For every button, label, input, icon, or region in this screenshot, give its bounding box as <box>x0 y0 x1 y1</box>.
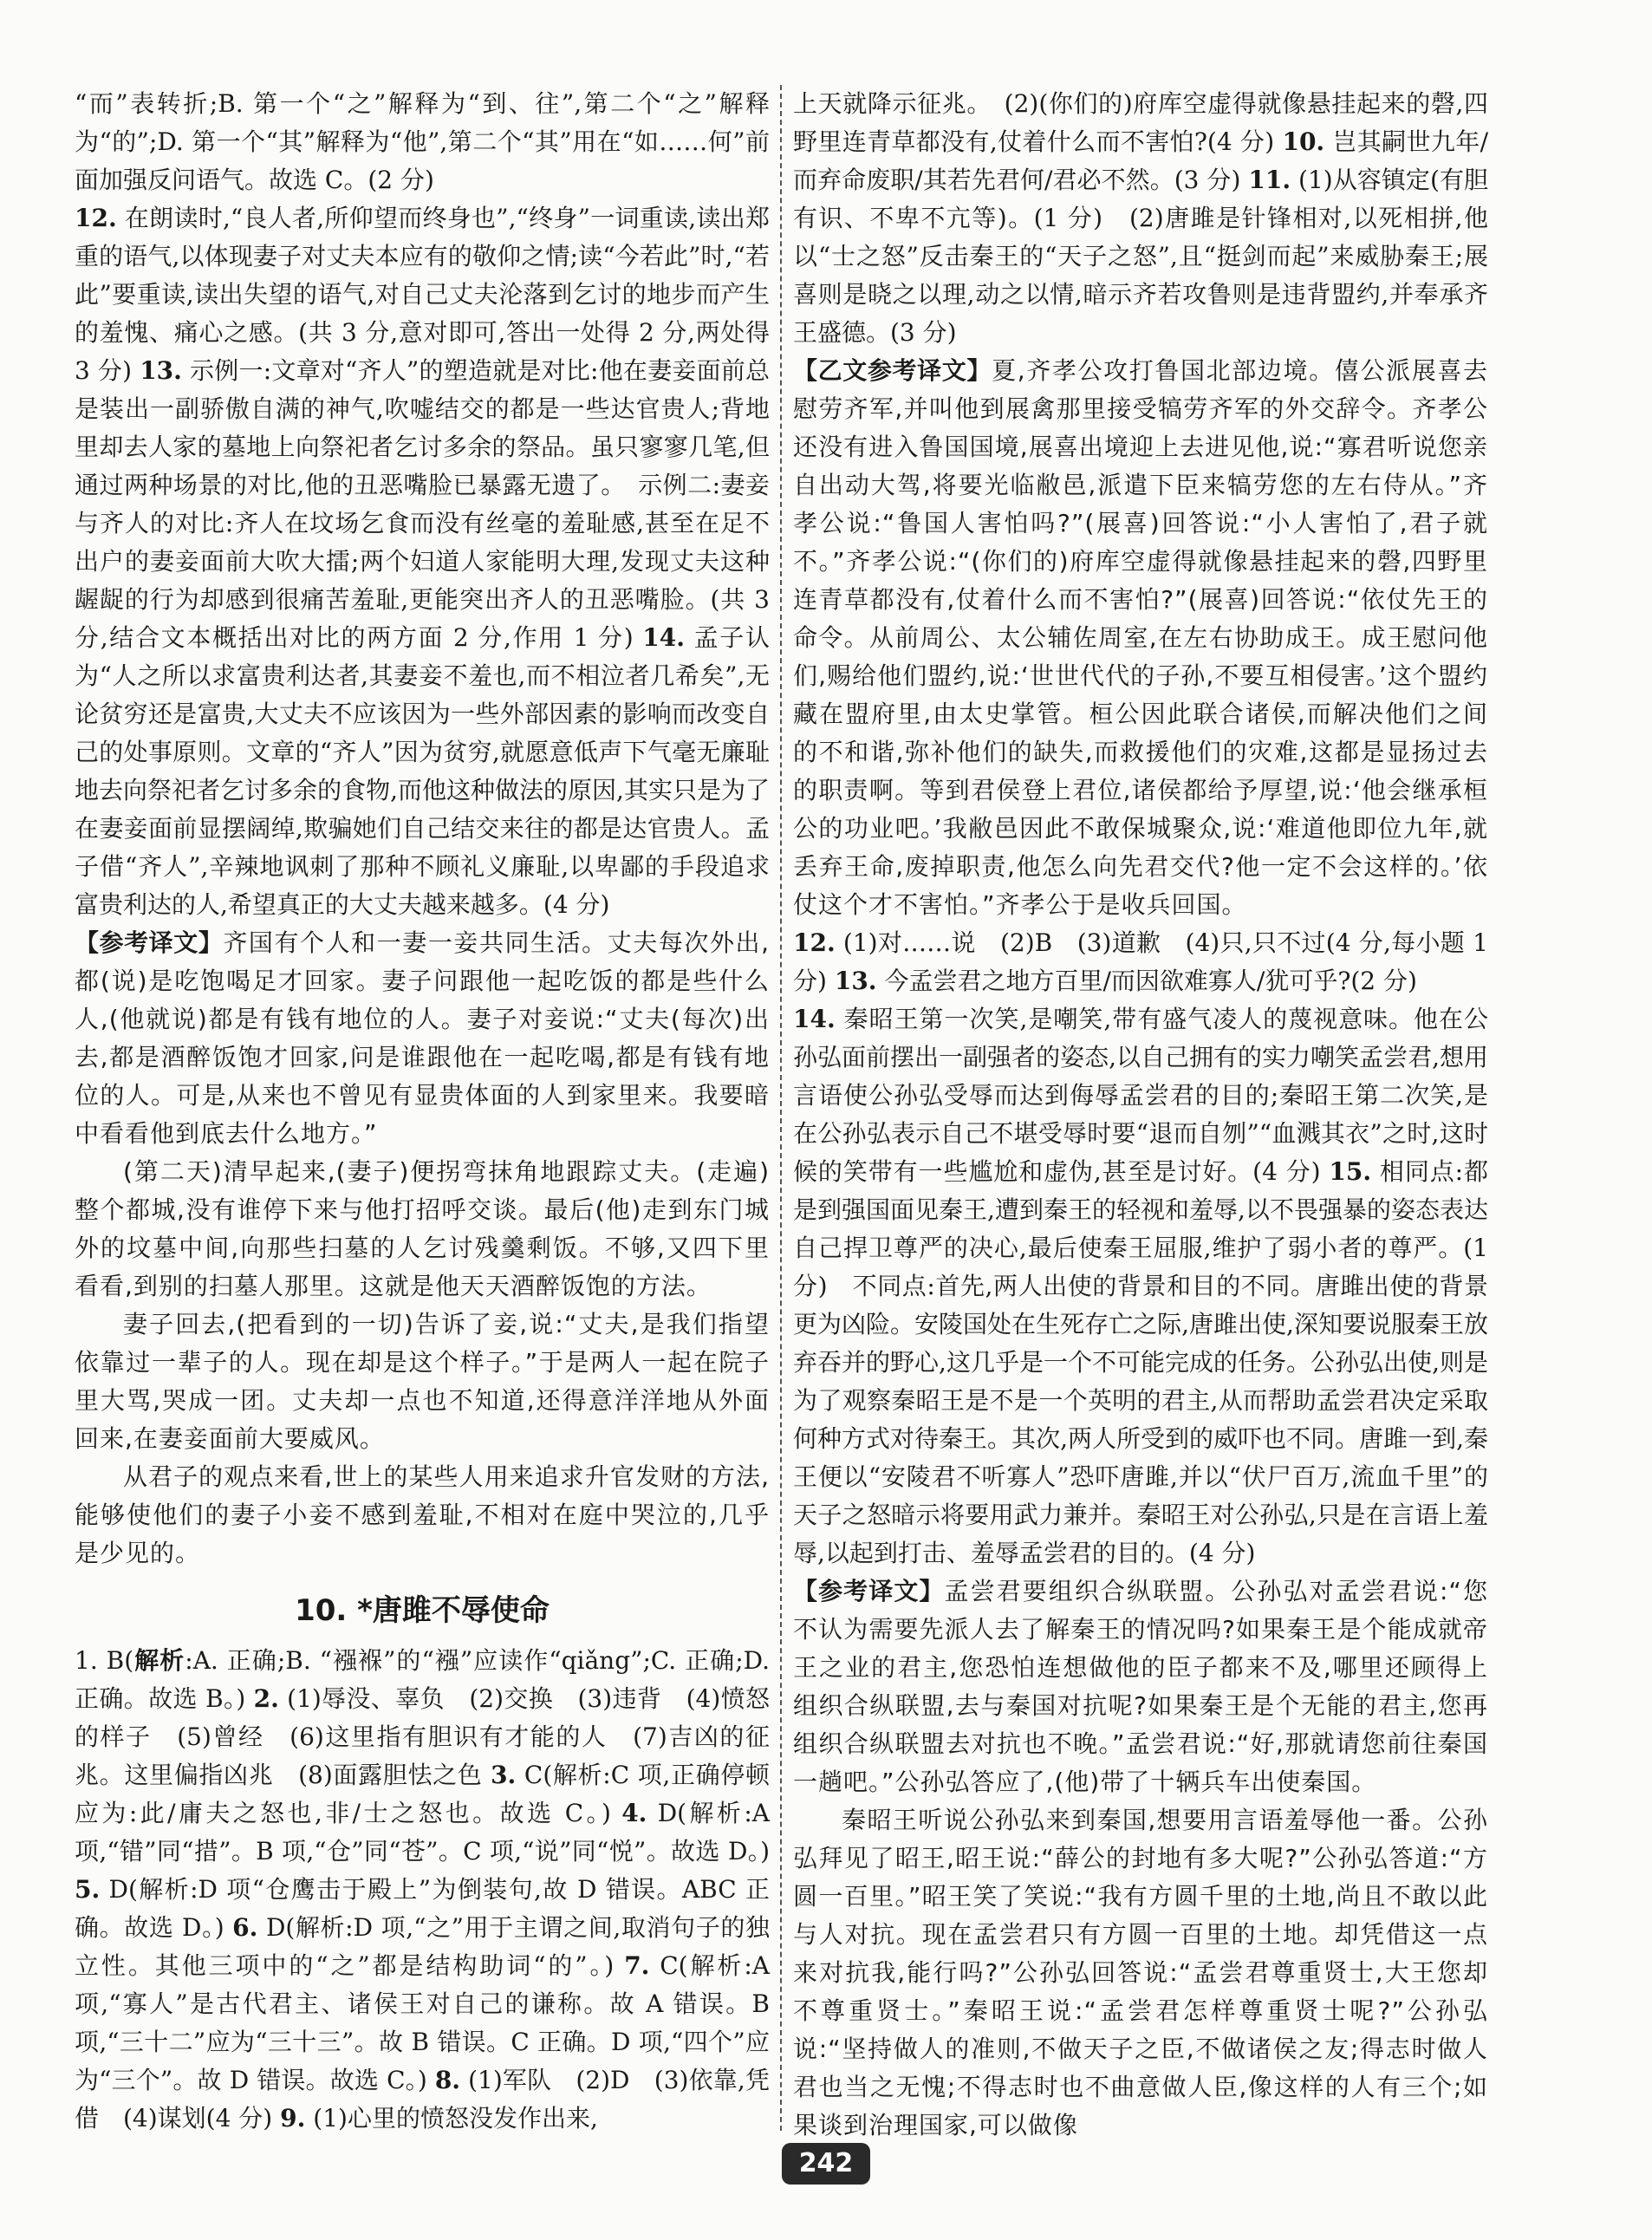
answers-block <box>793 1000 1488 1573</box>
answer-12 <box>75 199 770 924</box>
answer-fragment: “而”表转折;B. 第一个“之”解释为“到、往”,第二个“之”解释为“的”;D. 第一个“其”解释为“他”,第二个“其”用在“如……何”前面加强反问语气。故选 C。(2 分) <box>75 89 770 194</box>
question-number: 14. <box>642 623 685 652</box>
left-column <box>75 85 771 2133</box>
question-number: 9. <box>280 2104 306 2133</box>
question-number: 3. <box>491 1761 517 1789</box>
translation-label: 【乙文参考译文】 <box>793 356 992 385</box>
translation-text: 孟尝君要组织合纵联盟。公孙弘对孟尝君说:“您不认为需要先派人去了解秦王的情况吗?如果秦王是个能成就帝王之业的君主,您恐怕连想做他的臣子都来不及,哪里还顾得上组织合纵联盟,去与秦国对抗呢?如果秦王是个无能的君主,您再组织合纵联盟去对抗也不晚。”孟尝君说:“好,那就请您前往秦国一趟吧。”公孙弘答应了,(他)带了十辆兵车出使秦国。 <box>793 1577 1488 1796</box>
question-number: 13. <box>834 967 877 995</box>
translation-text: 齐国有个人和一妻一妾共同生活。丈夫每次外出,都(说)是吃饱喝足才回家。妻子问跟他一起吃饭的都是些什么人,(他就说)都是有钱有地位的人。妻子对妾说:“丈夫(每次)出去,都是酒醉饭饱才回家,问是谁跟他在一起吃喝,都是有钱有地位的人。可是,从来也不曾见有显贵体面的人到家里来。我要暗中看看他到底去什么地方。” <box>75 928 770 1148</box>
answer-text: 秦昭王第一次笑,是嘲笑,带有盛气凌人的蔑视意味。他在公孙弘面前摆出一副强者的姿态,以自己拥有的实力嘲笑孟尝君,想用言语使公孙弘受辱而达到侮辱孟尝君的目的;秦昭王第二次笑,是在公孙弘表示自己不堪受辱时要“退而自刎”“血溅其衣”之时,这时候的笑带有一些尴尬和虚伪,甚至是讨好。(4 分) <box>793 1005 1488 1186</box>
question-number: 4. <box>621 1799 647 1827</box>
translation-paragraph: 从君子的观点来看,世上的某些人用来追求升官发财的方法,能够使他们的妻子小妾不感到羞耻,不相对在庭中哭泣的,几乎是少见的。 <box>75 1462 770 1567</box>
translation-block <box>75 924 770 1153</box>
translation-paragraph: (第二天)清早起来,(妻子)便拐弯抹角地跟踪丈夫。(走遍)整个都城,没有谁停下来与他打招呼交谈。最后(他)走到东门城外的坟墓中间,向那些扫墓的人乞讨残羹剩饭。不够,又四下里看看,到别的扫墓人那里。这就是他天天酒醉饭饱的方法。 <box>75 1157 770 1300</box>
answer-text: 1. B( <box>75 1646 134 1675</box>
question-number: 14. <box>793 1005 836 1033</box>
analysis-label: 解析 <box>133 1646 185 1675</box>
page-number: 242 <box>782 2143 870 2185</box>
question-number: 2. <box>253 1684 279 1713</box>
section-title: 10. *唐雎不辱使命 <box>295 1593 550 1628</box>
answer-text: C(解析:A 项,“寡人”是古代君主、诸侯王对自己的谦称。故 A 错误。B 项,“三十二”应为“三十三”。故 B 错误。C 正确。D 项,“四个”应为“三个”。故 D 错误。故选 C。) <box>75 1951 771 2094</box>
question-number: 12. <box>793 928 836 957</box>
right-column <box>793 85 1489 2139</box>
answer-text: 孟子认为“人之所以求富贵利达者,其妻妾不羞也,而不相泣者几希矣”,无论贫穷还是富贵,大丈夫不应该因为一些外部因素的影响而改变自己的处事原则。文章的“齐人”因为贫穷,就愿意低声下气毫无廉耻地去向祭祀者乞讨多余的食物,而他这种做法的原因,其实只是为了在妻妾面前显摆阔绰,欺骗她们自己结交来往的都是达官贵人。孟子借“齐人”,辛辣地讽刺了那种不顾礼义廉耻,以卑鄙的手段追求富贵利达的人,希望真正的大丈夫越来越多。(4 分) <box>75 623 771 919</box>
answer-text: 岂其嗣世九年/而弃命废职/其若先君何/君必不然。(3 分) <box>793 127 1489 194</box>
answer-text: (1)对……说 (2)B (3)道歉 (4)只,只不过(4 分,每小题 1 分) <box>793 928 1488 995</box>
answer-text: (1)军队 (2)D (3)依靠,凭借 (4)谋划(4 分) <box>75 2066 770 2133</box>
question-number: 13. <box>140 356 182 385</box>
answers-block <box>75 1642 770 2138</box>
answers-block <box>793 85 1488 352</box>
question-number: 8. <box>434 2066 461 2094</box>
answer-text: (1)辱没、辜负 (2)交换 (3)违背 (4)愤怒的样子 (5)曾经 (6)这里指有胆识有才能的人 (7)吉凶的征兆。这里偏指凶兆 (8)面露胆怯之色 <box>75 1684 771 1789</box>
question-number: 5. <box>75 1875 101 1904</box>
question-number: 15. <box>1329 1157 1372 1186</box>
answer-text: D(解析:D 项,“之”用于主谓之间,取消句子的独立性。其他三项中的“之”都是结构助词“的”。) <box>75 1913 770 1980</box>
translation-label: 【参考译文】 <box>793 1577 945 1605</box>
answer-text: 示例一:文章对“齐人”的塑造就是对比:他在妻妾面前总是装出一副骄傲自满的神气,吹嘘结交的都是一些达官贵人;背地里却去人家的墓地上向祭祀者乞讨多余的祭品。虽只寥寥几笔,但通过两种场景的对比,他的丑恶嘴脸已暴露无遗了。 示例二:妻妾与齐人的对比:齐人在坟场乞食而没有丝毫的羞耻感,甚至在足不出户的妻妾面前大吹大擂;两个妇道人家能明大理,发现丈夫这种龌龊的行为却感到很痛苦羞耻,更能突出齐人的丑恶嘴脸。(共 3 分,结合文本概括出对比的两方面 2 分,作用 1 分) <box>75 356 771 652</box>
question-number: 6. <box>232 1913 258 1942</box>
translation-block <box>793 1573 1488 1801</box>
question-number: 11. <box>1248 166 1291 194</box>
question-number: 12. <box>75 204 117 232</box>
answer-text: (1)心里的愤怒没发作出来, <box>313 2104 598 2133</box>
answer-text: 相同点:都是到强国面见秦王,遭到秦王的轻视和羞辱,以不畏强暴的姿态表达自己捍卫尊严的决心,最后使秦王屈服,维护了弱小者的尊严。(1 分) 不同点:首先,两人出使的背景和目的不同。唐雎出使的背景更为凶险。安陵国处在生死存亡之际,唐雎出使,深知要说服秦王放弃吞并的野心,这几乎是一个不可能完成的任务。公孙弘出使,则是为了观察秦昭王是不是一个英明的君主,从而帮助孟尝君决定采取何种方式对待秦王。其次,两人所受到的威吓也不同。唐雎一到,秦王便以“安陵君不听寡人”恐吓唐雎,并以“伏尸百万,流血千里”的天子之怒暗示将要用武力兼并。秦昭王对公孙弘,只是在言语上羞辱,以起到打击、羞辱孟尝君的目的。(4 分) <box>793 1157 1488 1567</box>
answer-text: (1)从容镇定(有胆有识、不卑不亢等)。(1 分) (2)唐雎是针锋相对,以死相拼,他以“士之怒”反击秦王的“天子之怒”,且“挺剑而起”来威胁秦王;展喜则是晓之以理,动之以情,暗示齐若攻鲁则是违背盟约,并奉承齐王盛德。(3 分) <box>793 166 1488 347</box>
answers-block <box>793 924 1488 1000</box>
translation-block <box>793 352 1488 924</box>
question-number: 7. <box>624 1951 650 1980</box>
answer-text: C(解析:C 项,正确停顿应为:此/庸夫之怒也,非/士之怒也。故选 C。) <box>75 1761 770 1827</box>
translation-paragraph: 秦昭王听说公孙弘来到秦国,想要用言语羞辱他一番。公孙弘拜见了昭王,昭王说:“薛公的封地有多大呢?”公孙弘答道:“方圆一百里。”昭王笑了笑说:“我有方圆千里的土地,尚且不敢以此与人对抗。现在孟尝君只有方圆一百里的土地。却凭借这一点来对抗我,能行吗?”公孙弘回答说:“孟尝君尊重贤士,大王您却不尊重贤士。”秦昭王说:“孟尝君怎样尊重贤士呢?”公孙弘说:“坚持做人的准则,不做天子之臣,不做诸侯之友;得志时做人君也当之无愧;不得志时也不曲意做人臣,像这样的人有三个;如果谈到治理国家,可以做像 <box>793 1806 1488 2139</box>
answer-text: D(解析:A 项,“错”同“措”。B 项,“仓”同“苍”。C 项,“说”同“悦”。故选 D。) <box>75 1799 770 1866</box>
answer-text: 在朗读时,“良人者,所仰望而终身也”,“终身”一词重读,读出郑重的语气,以体现妻子对丈夫本应有的敬仰之情;读“今若此”时,“若此”要重读,读出失望的语气,对自己丈夫沦落到乞讨的地步而产生的羞愧、痛心之感。(共 3 分,意对即可,答出一处得 2 分,两处得 3 分) <box>75 204 770 385</box>
answer-text: 上天就降示征兆。 (2)(你们的)府库空虚得就像悬挂起来的磬,四野里连青草都没有,仗着什么而不害怕?(4 分) <box>793 89 1488 156</box>
translation-text: 夏,齐孝公攻打鲁国北部边境。僖公派展喜去慰劳齐军,并叫他到展禽那里接受犒劳齐军的外交辞令。齐孝公还没有进入鲁国国境,展喜出境迎上去进见他,说:“寡君听说您亲自出动大驾,将要光临敝邑,派遣下臣来犒劳您的左右侍从。”齐孝公说:“鲁国人害怕吗?”(展喜)回答说:“小人害怕了,君子就不。”齐孝公说:“(你们的)府库空虚得就像悬挂起来的磬,四野里连青草都没有,仗着什么而不害怕?”(展喜)回答说:“依仗先王的命令。从前周公、太公辅佐周室,在左右协助成王。成王慰问他们,赐给他们盟约,说:‘世世代代的子孙,不要互相侵害。’这个盟约藏在盟府里,由太史掌管。桓公因此联合诸侯,而解决他们之间的不和谐,弥补他们的缺失,而救援他们的灾难,这都是显扬过去的职责啊。等到君侯登上君位,诸侯都给予厚望,说:‘他会继承桓公的功业吧。’我敝邑因此不敢保城聚众,说:‘难道他即位九年,就丢弃王命,废掉职责,他怎么向先君交代?他一定不会这样的。’依仗这个才不害怕。”齐孝公于是收兵回国。 <box>793 356 1488 919</box>
translation-label: 【参考译文】 <box>75 928 224 957</box>
translation-paragraph: 妻子回去,(把看到的一切)告诉了妾,说:“丈夫,是我们指望依靠过一辈子的人。现在却是这个样子。”于是两人一起在院子里大骂,哭成一团。丈夫却一点也不知道,还得意洋洋地从外面回来,在妻妾面前大要威风。 <box>75 1310 770 1453</box>
answer-text: D(解析:D 项“仓鹰击于殿上”为倒装句,故 D 错误。ABC 正确。故选 D。) <box>75 1875 770 1942</box>
question-number: 10. <box>1282 127 1325 156</box>
answer-text: 今孟尝君之地方百里/而因欲难寡人/犹可乎?(2 分) <box>884 967 1417 995</box>
column-divider <box>780 85 782 2131</box>
answer-text: :A. 正确;B. “襁褓”的“襁”应读作“qiǎng”;C. 正确;D. 正确。故选 B。) <box>75 1646 770 1713</box>
